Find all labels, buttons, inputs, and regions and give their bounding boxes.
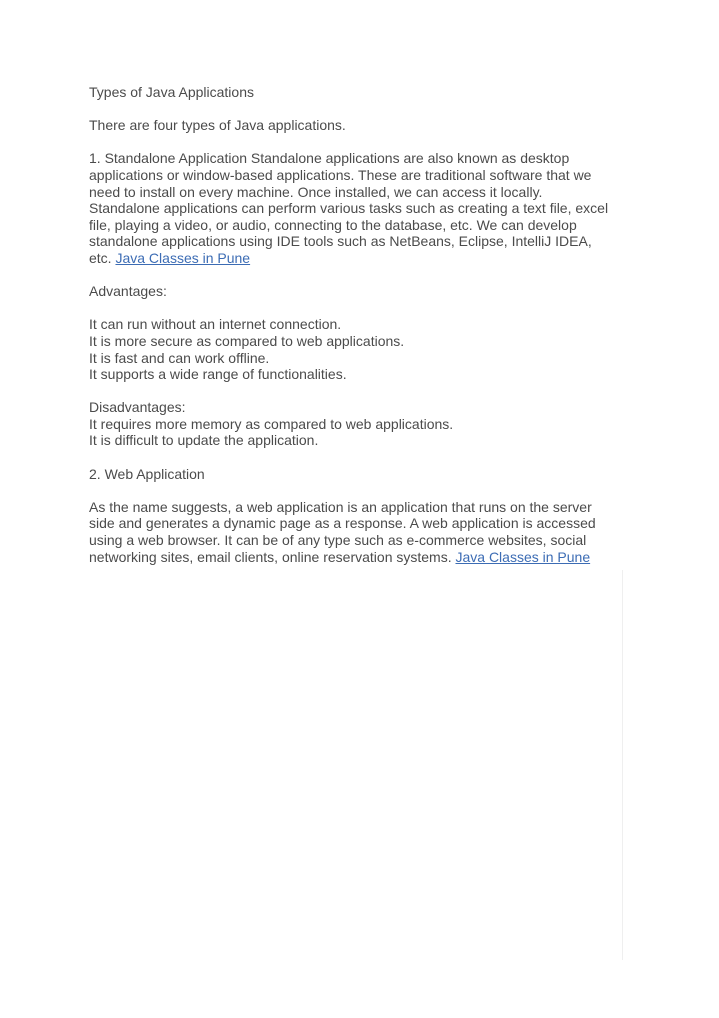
text-line <box>89 532 649 549</box>
text-span: 1. Standalone Application Standalone applications are also known as desktop <box>89 150 570 167</box>
text-line <box>89 466 649 483</box>
standalone-application-paragraph <box>89 150 649 266</box>
text-span: etc. <box>89 249 116 266</box>
text-line <box>89 515 649 532</box>
web-application-heading <box>89 466 649 483</box>
text-span: It is fast and can work offline. <box>89 349 270 366</box>
text-line <box>89 233 649 250</box>
text-span: Advantages: <box>89 283 167 300</box>
disadvantages-section <box>89 399 649 449</box>
text-line <box>89 350 649 367</box>
text-span: applications or window-based applications. These are traditional software that we <box>89 166 592 183</box>
text-span: There are four types of Java applications. <box>89 117 346 134</box>
text-span: It can run without an internet connection. <box>89 316 342 333</box>
text-span: file, playing a video, or audio, connecting to the database, etc. We can develop <box>89 216 577 233</box>
text-line <box>89 184 649 201</box>
document-content <box>89 84 649 565</box>
text-span: It supports a wide range of functionalities. <box>89 366 347 383</box>
doc-title <box>89 84 649 101</box>
text-span: standalone applications using IDE tools such as NetBeans, Eclipse, IntelliJ IDEA, <box>89 233 592 250</box>
text-span: 2. Web Application <box>89 465 205 482</box>
text-line <box>89 549 649 566</box>
text-line <box>89 316 649 333</box>
text-line <box>89 432 649 449</box>
advantages-list <box>89 316 649 382</box>
text-line <box>89 399 649 416</box>
text-line <box>89 200 649 217</box>
advantages-heading <box>89 283 649 300</box>
java-classes-in-pune-link[interactable]: Java Classes in Pune <box>115 249 251 266</box>
text-line <box>89 283 649 300</box>
text-line <box>89 117 649 134</box>
text-line <box>89 416 649 433</box>
text-span: need to install on every machine. Once installed, we can access it locally. <box>89 183 543 200</box>
text-line <box>89 217 649 234</box>
text-span: As the name suggests, a web application is an application that runs on the server <box>89 498 592 515</box>
web-application-paragraph <box>89 499 649 565</box>
text-span: side and generates a dynamic page as a response. A web application is accessed <box>89 515 596 532</box>
text-span: networking sites, email clients, online reservation systems. <box>89 548 456 565</box>
text-line <box>89 333 649 350</box>
text-span: It requires more memory as compared to web applications. <box>89 415 454 432</box>
text-line <box>89 84 649 101</box>
intro-paragraph <box>89 117 649 134</box>
text-line <box>89 366 649 383</box>
text-span: Disadvantages: <box>89 399 186 416</box>
text-line <box>89 250 649 267</box>
text-line <box>89 167 649 184</box>
text-span: Standalone applications can perform various tasks such as creating a text file, excel <box>89 200 609 217</box>
text-span: Types of Java Applications <box>89 84 254 100</box>
faint-vertical-line <box>622 570 623 960</box>
java-classes-in-pune-link[interactable]: Java Classes in Pune <box>455 548 591 565</box>
text-span: It is difficult to update the application. <box>89 432 319 449</box>
text-line <box>89 150 649 167</box>
text-line <box>89 499 649 516</box>
text-span: using a web browser. It can be of any type such as e-commerce websites, social <box>89 532 587 549</box>
text-span: It is more secure as compared to web applications. <box>89 332 405 349</box>
